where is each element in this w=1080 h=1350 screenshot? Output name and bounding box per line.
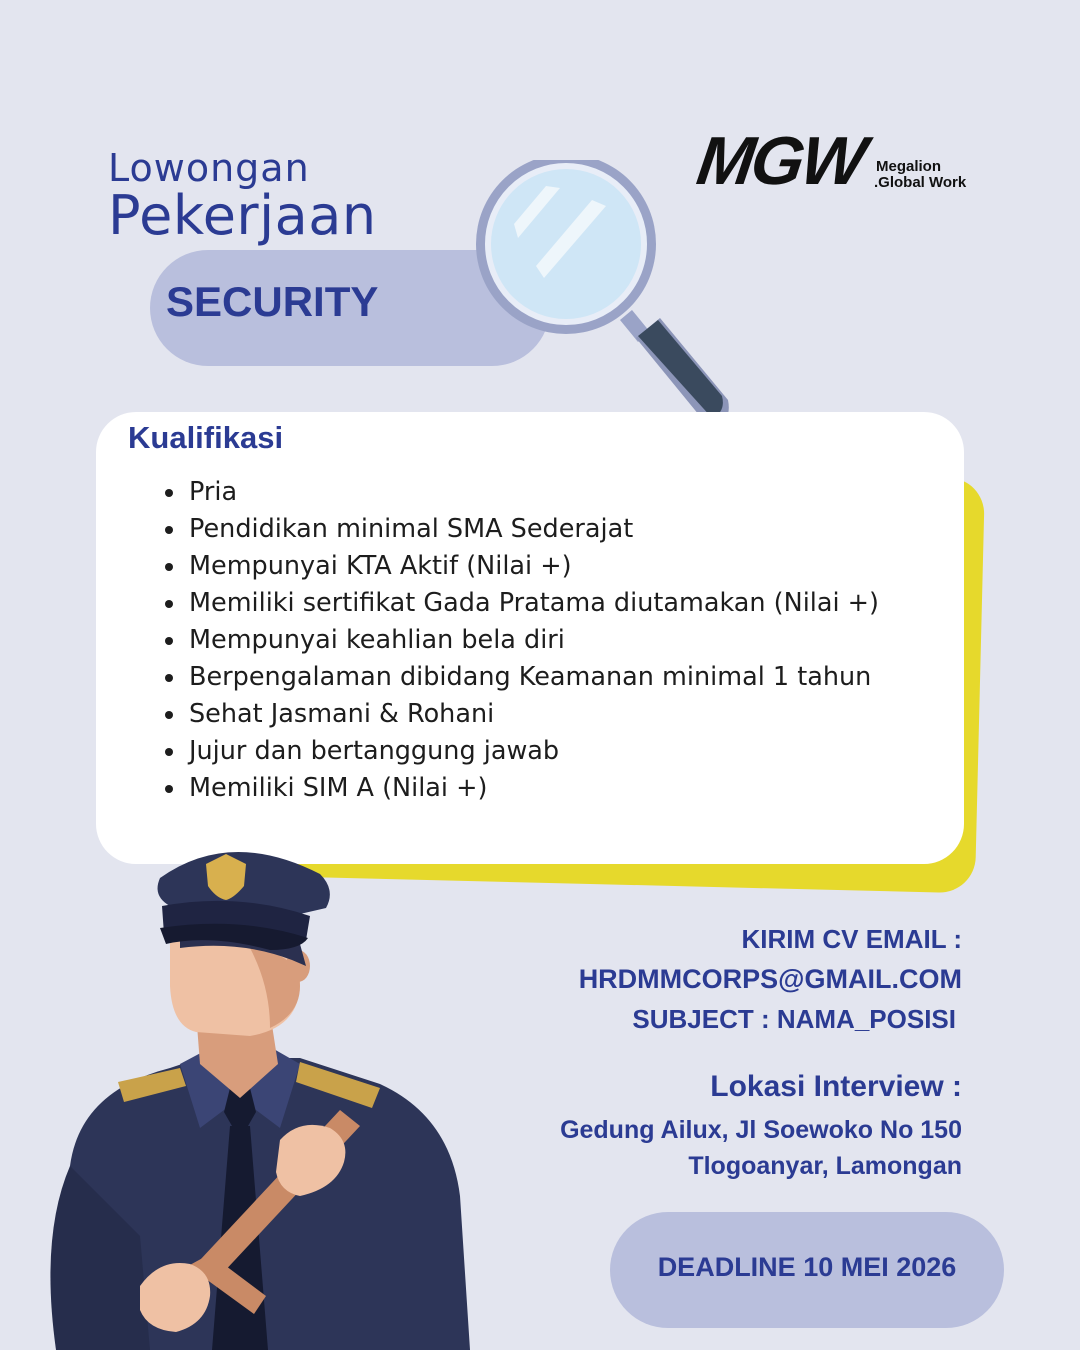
title-line-1: Lowongan (108, 146, 310, 190)
qualification-item: Jujur dan bertanggung jawab (160, 733, 879, 770)
security-guard-illustration (0, 836, 480, 1350)
cv-email-label: KIRIM CV EMAIL : (741, 924, 962, 954)
qualifications-heading: Kualifikasi (128, 420, 284, 455)
magnifier-icon (470, 160, 750, 450)
company-logo-mark: MGW (692, 123, 869, 199)
qualification-item: Pendidikan minimal SMA Sederajat (160, 511, 879, 548)
deadline-label: DEADLINE 10 MEI 2026 (657, 1252, 957, 1282)
cv-email-address[interactable]: HRDMMCORPS@GMAIL.COM (578, 964, 962, 994)
interview-location-label: Lokasi Interview : (710, 1070, 962, 1103)
interview-address-line-2: Tlogoanyar, Lamongan (688, 1152, 962, 1180)
interview-address-line-1: Gedung Ailux, Jl Soewoko No 150 (560, 1116, 962, 1144)
qualification-item: Memiliki SIM A (Nilai +) (160, 770, 879, 807)
bullet-icon (165, 711, 173, 719)
qualification-item: Berpengalaman dibidang Keamanan minimal 1 tahun (160, 659, 879, 696)
bullet-icon (165, 489, 173, 497)
qualification-item: Mempunyai KTA Aktif (Nilai +) (160, 548, 879, 585)
qualifications-list (160, 474, 879, 807)
bullet-icon (165, 600, 173, 608)
position-label: SECURITY (166, 278, 379, 325)
qualification-item: Pria (160, 474, 879, 511)
qualification-item: Mempunyai keahlian bela diri (160, 622, 879, 659)
cv-email-subject: SUBJECT : NAMA_POSISI (632, 1004, 956, 1034)
bullet-icon (165, 526, 173, 534)
qualification-item: Sehat Jasmani & Rohani (160, 696, 879, 733)
company-name-line-2: .Global Work (874, 174, 967, 191)
bullet-icon (165, 785, 173, 793)
bullet-icon (165, 637, 173, 645)
bullet-icon (165, 563, 173, 571)
bullet-icon (165, 674, 173, 682)
company-name-line-1: Megalion (876, 158, 942, 175)
qualification-item: Memiliki sertifikat Gada Pratama diutamakan (Nilai +) (160, 585, 879, 622)
bullet-icon (165, 748, 173, 756)
title-line-2: Pekerjaan (108, 184, 377, 247)
